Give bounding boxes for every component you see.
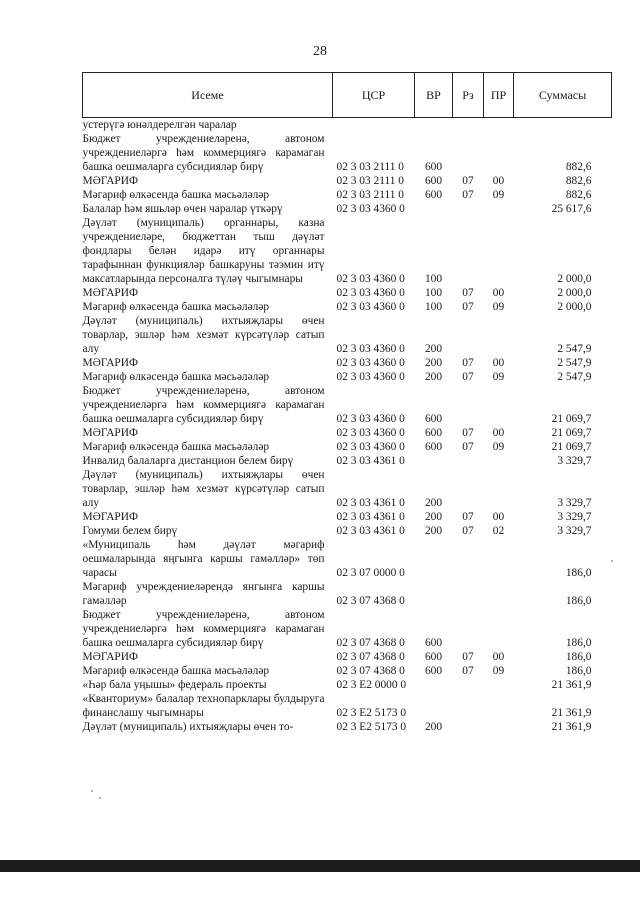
row-name-cell: Мәгариф өлкәсендә башка мәсьәләләр xyxy=(82,371,270,383)
row-vr-cell: 200 xyxy=(424,511,443,523)
row-csr-cell: 02 3 03 2111 0 xyxy=(336,175,404,187)
column-header-name: Исеме xyxy=(83,73,333,118)
row-name-cell: Бюджет учреждениеләренә, автоном учреждениеләргә һәм коммерциягә карамаган башка оешмаларга субсидияләр бирү xyxy=(82,133,325,173)
row-name-cell: Мәгариф учреждениеләрендә янгынга каршы гамәлләр xyxy=(82,581,325,607)
row-sum-cell: 882,6 xyxy=(565,189,592,201)
row-sum-cell: 2 547,9 xyxy=(557,357,592,369)
row-name-cell: МӘГАРИФ xyxy=(82,175,138,187)
row-csr-cell: 02 3 E2 5173 0 xyxy=(336,707,407,719)
row-sum-cell xyxy=(514,118,612,133)
scan-speck xyxy=(611,560,613,562)
table-row xyxy=(83,370,612,384)
row-name-cell: «Кванториум» балалар технопарклары булдыруга финанслашу чыгымнары xyxy=(82,693,325,719)
table-row xyxy=(83,454,612,468)
row-pr-cell xyxy=(484,202,514,216)
row-vr-cell: 600 xyxy=(424,189,443,201)
row-sum-cell: 2 000,0 xyxy=(557,273,592,285)
row-rz-cell: 07 xyxy=(462,189,474,201)
column-header-vr: ВР xyxy=(415,73,453,118)
row-sum-cell: 21 361,9 xyxy=(551,707,592,719)
table-row xyxy=(83,314,612,356)
row-vr-cell xyxy=(415,580,453,608)
row-rz-cell xyxy=(453,538,484,580)
row-pr-cell xyxy=(484,580,514,608)
row-sum-cell: 3 329,7 xyxy=(557,455,592,467)
budget-table xyxy=(82,72,612,734)
table-row xyxy=(83,468,612,510)
row-vr-cell xyxy=(415,202,453,216)
row-vr-cell xyxy=(415,692,453,720)
table-row xyxy=(83,720,612,734)
page-number: 28 xyxy=(313,44,327,59)
table-row xyxy=(83,132,612,174)
row-sum-cell: 882,6 xyxy=(565,161,592,173)
row-sum-cell: 3 329,7 xyxy=(557,525,592,537)
row-vr-cell: 600 xyxy=(424,175,443,187)
row-rz-cell: 07 xyxy=(462,287,474,299)
row-csr-cell: 02 3 03 4360 0 xyxy=(336,427,405,439)
table-row xyxy=(83,174,612,188)
row-csr-cell: 02 3 07 4368 0 xyxy=(336,651,405,663)
row-pr-cell: 09 xyxy=(492,371,505,383)
row-rz-cell: 07 xyxy=(462,525,474,537)
row-rz-cell: 07 xyxy=(462,371,474,383)
table-row xyxy=(83,650,612,664)
row-name-cell: устерүгә юнәлдерелгән чаралар xyxy=(82,119,237,131)
row-csr-cell: 02 3 E2 5173 0 xyxy=(336,721,407,733)
row-sum-cell: 21 361,9 xyxy=(551,721,592,733)
row-sum-cell: 186,0 xyxy=(565,651,592,663)
row-sum-cell: 2 547,9 xyxy=(557,371,592,383)
row-pr-cell xyxy=(484,216,514,286)
row-sum-cell: 186,0 xyxy=(565,595,592,607)
row-pr-cell xyxy=(484,118,514,133)
table-row xyxy=(83,608,612,650)
table-row xyxy=(83,524,612,538)
row-csr-cell: 02 3 03 4360 0 xyxy=(336,357,405,369)
row-vr-cell: 100 xyxy=(424,273,443,285)
row-name-cell: «Һәр бала уңышы» федераль проекты xyxy=(82,679,267,691)
row-pr-cell xyxy=(484,454,514,468)
row-rz-cell xyxy=(453,720,484,734)
row-name-cell: Инвалид балаларга дистанцион белем бирү xyxy=(82,455,294,467)
row-csr-cell: 02 3 03 2111 0 xyxy=(336,189,404,201)
column-header-csr: ЦСР xyxy=(333,73,415,118)
table-row xyxy=(83,118,612,133)
table-row xyxy=(83,580,612,608)
row-sum-cell: 21 361,9 xyxy=(551,679,592,691)
row-sum-cell: 882,6 xyxy=(565,175,592,187)
row-vr-cell: 600 xyxy=(424,161,443,173)
row-rz-cell xyxy=(453,678,484,692)
table-row xyxy=(83,384,612,426)
row-rz-cell: 07 xyxy=(462,175,474,187)
row-name-cell: Мәгариф өлкәсендә башка мәсьәләләр xyxy=(82,665,270,677)
row-csr-cell: 02 3 03 4361 0 xyxy=(336,497,405,509)
row-vr-cell: 200 xyxy=(424,357,443,369)
row-sum-cell: 21 069,7 xyxy=(551,413,592,425)
row-name-cell: Балалар һәм яшьләр өчен чаралар үткәрү xyxy=(82,203,283,215)
table-row xyxy=(83,538,612,580)
row-pr-cell xyxy=(484,608,514,650)
row-rz-cell xyxy=(453,118,484,133)
table-row xyxy=(83,440,612,454)
row-name-cell: МӘГАРИФ xyxy=(82,651,138,663)
table-row xyxy=(83,202,612,216)
row-rz-cell xyxy=(453,216,484,286)
row-sum-cell: 3 329,7 xyxy=(557,511,592,523)
row-name-cell: Дәүләт (муниципаль) органнары, казна учреждениеләре, бюджеттан тыш дәүләт фондлары белән идарә итү органнары тарафыннан функцияләр башкаруны тәэмин итү максатларында персоналга түләү чыгымнары xyxy=(82,217,325,285)
row-vr-cell: 600 xyxy=(424,651,443,663)
row-pr-cell: 00 xyxy=(492,175,505,187)
scan-speck xyxy=(91,790,93,792)
row-name-cell: Бюджет учреждениеләренә, автоном учреждениеләргә һәм коммерциягә карамаган башка оешмаларга субсидияләр бирү xyxy=(82,609,325,649)
row-csr-cell: 02 3 07 4368 0 xyxy=(336,665,405,677)
row-sum-cell: 25 617,6 xyxy=(551,203,592,215)
row-sum-cell: 3 329,7 xyxy=(557,497,592,509)
row-pr-cell: 09 xyxy=(492,665,505,677)
row-sum-cell: 2 000,0 xyxy=(557,287,592,299)
row-csr-cell: 02 3 03 4360 0 xyxy=(336,343,405,355)
row-rz-cell xyxy=(453,314,484,356)
row-pr-cell: 02 xyxy=(492,525,505,537)
row-name-cell: Мәгариф өлкәсендә башка мәсьәләләр xyxy=(82,441,270,453)
row-pr-cell: 09 xyxy=(492,189,505,201)
table-row xyxy=(83,356,612,370)
row-pr-cell xyxy=(484,314,514,356)
row-name-cell: «Муниципаль һәм дәүләт мәгариф оешмаларында яңгынга каршы гамәлләр» төп чарасы xyxy=(82,539,325,579)
table-row xyxy=(83,692,612,720)
row-rz-cell xyxy=(453,608,484,650)
row-name-cell: Дәүләт (муниципаль) ихтыяҗлары өчен товарлар, эшләр һәм хезмәт күрсәтүләр сатып алу xyxy=(82,469,325,509)
row-rz-cell: 07 xyxy=(462,511,474,523)
row-csr-cell: 02 3 E2 0000 0 xyxy=(336,679,407,691)
row-csr-cell: 02 3 07 4368 0 xyxy=(336,637,405,649)
row-vr-cell: 200 xyxy=(424,497,443,509)
row-sum-cell: 186,0 xyxy=(565,665,592,677)
row-name-cell: Дәүләт (муниципаль) ихтыяҗлары өчен товарлар, эшләр һәм хезмәт күрсәтүләр сатып алу xyxy=(82,315,325,355)
row-rz-cell: 07 xyxy=(462,301,474,313)
row-csr-cell: 02 3 03 4360 0 xyxy=(336,413,405,425)
table-row xyxy=(83,426,612,440)
row-name-cell: Мәгариф өлкәсендә башка мәсьәләләр xyxy=(82,301,270,313)
row-sum-cell: 21 069,7 xyxy=(551,441,592,453)
row-vr-cell: 600 xyxy=(424,665,443,677)
row-pr-cell xyxy=(484,384,514,426)
table-row xyxy=(83,664,612,678)
row-rz-cell xyxy=(453,692,484,720)
row-vr-cell: 600 xyxy=(424,427,443,439)
row-name-cell: Бюджет учреждениеләренә, автоном учреждениеләргә һәм коммерциягә карамаган башка оешмаларга субсидияләр бирү xyxy=(82,385,325,425)
row-vr-cell: 200 xyxy=(424,371,443,383)
table-row xyxy=(83,300,612,314)
row-pr-cell: 09 xyxy=(492,441,505,453)
row-pr-cell xyxy=(484,538,514,580)
row-sum-cell: 2 547,9 xyxy=(557,343,592,355)
row-name-cell: МӘГАРИФ xyxy=(82,287,138,299)
row-name-cell: МӘГАРИФ xyxy=(82,427,138,439)
row-csr-cell: 02 3 07 0000 0 xyxy=(336,567,405,579)
row-rz-cell: 07 xyxy=(462,357,474,369)
row-rz-cell xyxy=(453,454,484,468)
row-vr-cell: 200 xyxy=(424,525,443,537)
row-csr-cell: 02 3 03 4361 0 xyxy=(336,511,405,523)
row-sum-cell: 186,0 xyxy=(565,637,592,649)
row-pr-cell: 00 xyxy=(492,287,505,299)
row-name-cell: Дәүләт (муниципаль) ихтыяҗлары өчен то- xyxy=(82,721,294,733)
row-pr-cell xyxy=(484,692,514,720)
row-csr-cell: 02 3 03 4360 0 xyxy=(336,287,405,299)
column-header-rz: Рз xyxy=(453,73,484,118)
row-pr-cell: 09 xyxy=(492,301,505,313)
row-pr-cell xyxy=(484,720,514,734)
row-rz-cell xyxy=(453,580,484,608)
row-csr-cell: 02 3 03 4360 0 xyxy=(336,273,405,285)
row-csr-cell: 02 3 03 4361 0 xyxy=(336,455,405,467)
row-rz-cell: 07 xyxy=(462,651,474,663)
column-header-sum: Суммасы xyxy=(514,73,612,118)
scan-edge-bar xyxy=(0,860,640,872)
table-row xyxy=(83,678,612,692)
row-csr-cell: 02 3 03 4361 0 xyxy=(336,525,405,537)
row-csr-cell: 02 3 03 2111 0 xyxy=(336,161,404,173)
row-csr-cell: 02 3 03 4360 0 xyxy=(336,301,405,313)
row-name-cell: МӘГАРИФ xyxy=(82,357,138,369)
row-sum-cell: 2 000,0 xyxy=(557,301,592,313)
row-vr-cell xyxy=(415,454,453,468)
table-header xyxy=(83,73,612,118)
row-csr-cell: 02 3 03 4360 0 xyxy=(336,441,405,453)
row-vr-cell: 200 xyxy=(424,343,443,355)
row-rz-cell xyxy=(453,132,484,174)
row-sum-cell: 21 069,7 xyxy=(551,427,592,439)
row-name-cell: Гомуми белем бирү xyxy=(82,525,178,537)
row-rz-cell xyxy=(453,384,484,426)
row-name-cell: МӘГАРИФ xyxy=(82,511,138,523)
row-vr-cell: 600 xyxy=(424,413,443,425)
row-vr-cell: 600 xyxy=(424,441,443,453)
row-pr-cell: 00 xyxy=(492,651,505,663)
row-rz-cell: 07 xyxy=(462,427,474,439)
row-rz-cell: 07 xyxy=(462,441,474,453)
row-csr-cell xyxy=(333,118,415,133)
row-csr-cell: 02 3 07 4368 0 xyxy=(336,595,405,607)
row-vr-cell: 100 xyxy=(424,287,443,299)
row-sum-cell: 186,0 xyxy=(565,567,592,579)
table-row xyxy=(83,286,612,300)
row-rz-cell: 07 xyxy=(462,665,474,677)
row-pr-cell: 00 xyxy=(492,357,505,369)
row-pr-cell: 00 xyxy=(492,511,505,523)
row-vr-cell xyxy=(415,538,453,580)
table-body xyxy=(83,118,612,735)
row-csr-cell: 02 3 03 4360 0 xyxy=(336,203,405,215)
row-pr-cell xyxy=(484,468,514,510)
table-row xyxy=(83,188,612,202)
row-vr-cell: 600 xyxy=(424,637,443,649)
row-vr-cell: 200 xyxy=(424,721,443,733)
row-vr-cell xyxy=(415,118,453,133)
row-vr-cell xyxy=(415,678,453,692)
table-row xyxy=(83,216,612,286)
row-vr-cell: 100 xyxy=(424,301,443,313)
column-header-pr: ПР xyxy=(484,73,514,118)
row-pr-cell xyxy=(484,678,514,692)
scan-speck xyxy=(99,797,101,799)
row-pr-cell: 00 xyxy=(492,427,505,439)
row-pr-cell xyxy=(484,132,514,174)
row-csr-cell: 02 3 03 4360 0 xyxy=(336,371,405,383)
row-rz-cell xyxy=(453,468,484,510)
row-name-cell: Мәгариф өлкәсендә башка мәсьәләләр xyxy=(82,189,270,201)
row-rz-cell xyxy=(453,202,484,216)
table-row xyxy=(83,510,612,524)
